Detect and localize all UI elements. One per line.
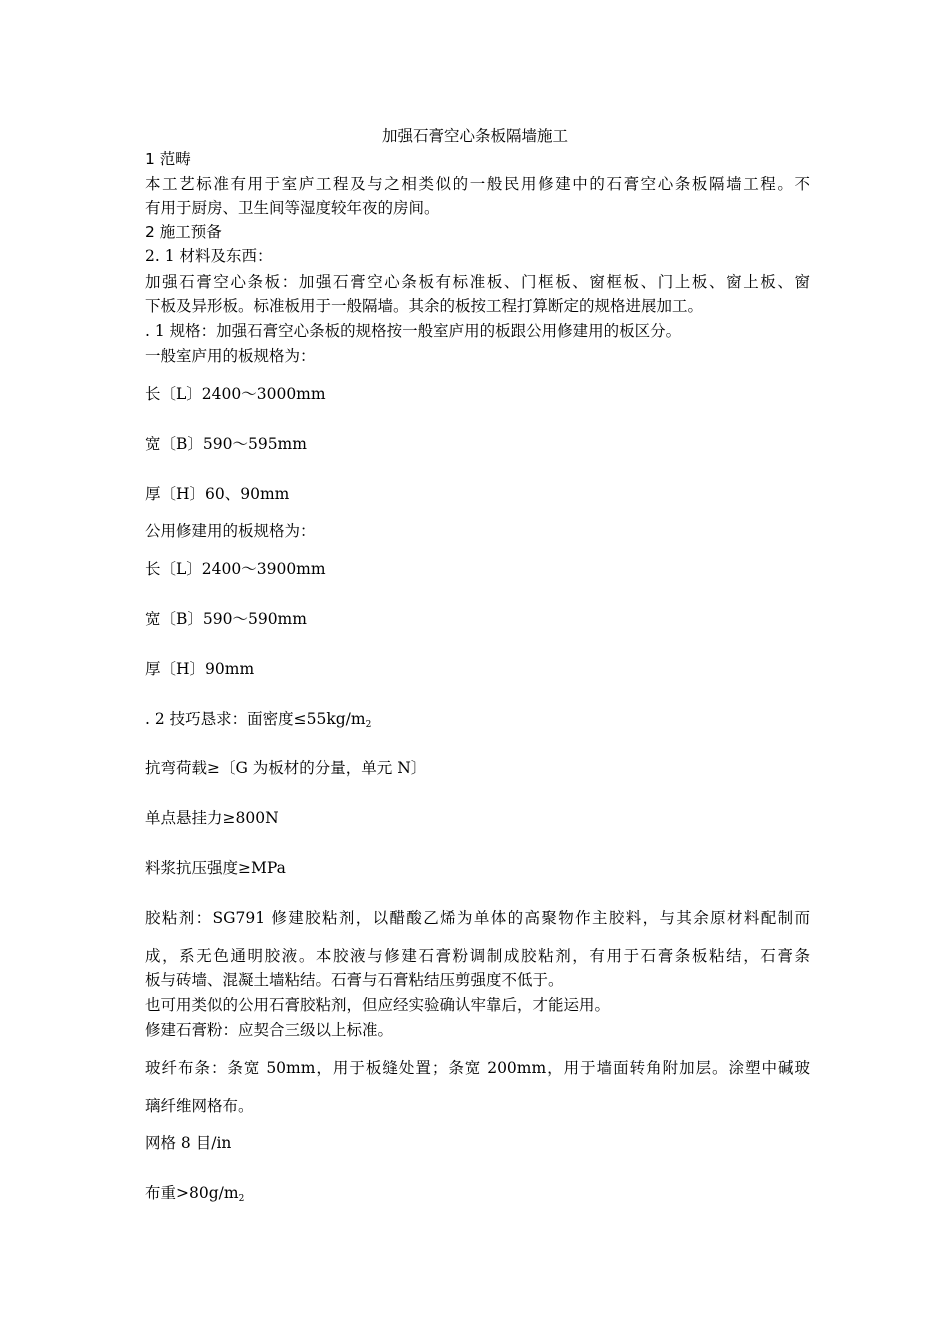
cloth-weight bbox=[145, 1183, 810, 1206]
technical-requirement-subscript: 2 bbox=[365, 720, 372, 730]
residential-width: 宽〔B〕590～595mm bbox=[145, 435, 307, 453]
section-1-text-line-2: 有用于厨房、卫生间等湿度较年夜的房间。 bbox=[145, 199, 440, 217]
fiber-strip-line-2: 璃纤维网格布。 bbox=[145, 1097, 254, 1115]
bending-load: 抗弯荷载≥〔G 为板材的分量，单元 N〕 bbox=[145, 759, 427, 777]
adhesive-line-1: 胶粘剂：SG791 修建胶粘剂，以醋酸乙烯为单体的高聚物作主胶料，与其余原材料配制而 bbox=[145, 909, 810, 927]
residential-thickness: 厚〔H〕60、90mm bbox=[145, 485, 290, 503]
public-intro: 公用修建用的板规格为： bbox=[145, 522, 316, 540]
compressive-strength: 料浆抗压强度≥MPa bbox=[145, 859, 286, 877]
fiber-strip-line-1: 玻纤布条：条宽 50mm，用于板缝处置；条宽 200mm，用于墙面转角附加层。涂塑中碱玻 bbox=[145, 1059, 810, 1077]
public-length: 长〔L〕2400～3900mm bbox=[145, 560, 326, 578]
public-width: 宽〔B〕590～590mm bbox=[145, 610, 307, 628]
section-1-heading: 1 范畴 bbox=[145, 150, 191, 168]
adhesive-line-3: 板与砖墙、混凝土墙粘结。石膏与石膏粘结压剪强度不低于。 bbox=[145, 971, 564, 989]
residential-intro: 一般室庐用的板规格为： bbox=[145, 347, 316, 365]
plaster-powder: 修建石膏粉：应契合三级以上标准。 bbox=[145, 1021, 394, 1039]
public-thickness: 厚〔H〕90mm bbox=[145, 660, 255, 678]
spec-intro: . 1 规格：加强石膏空心条板的规格按一般室庐用的板跟公用修建用的板区分。 bbox=[145, 322, 682, 340]
document-title: 加强石膏空心条板隔墙施工 bbox=[381, 127, 568, 145]
section-2-heading: 2 施工预备 bbox=[145, 223, 222, 241]
materials-line-1: 加强石膏空心条板：加强石膏空心条板有标准板、门框板、窗框板、门上板、窗上板、窗 bbox=[145, 273, 810, 291]
cloth-weight-subscript: 2 bbox=[238, 1194, 245, 1204]
adhesive-line-2: 成，系无色通明胶液。本胶液与修建石膏粉调制成胶粘剂，有用于石膏条板粘结，石膏条 bbox=[145, 947, 810, 965]
materials-line-2: 下板及异形板。标准板用于一般隔墙。其余的板按工程打算断定的规格进展加工。 bbox=[145, 297, 704, 315]
point-load: 单点悬挂力≥800N bbox=[145, 809, 279, 827]
technical-requirement-text: . 2 技巧恳求：面密度≤55kg/m bbox=[145, 710, 366, 728]
residential-length: 长〔L〕2400～3000mm bbox=[145, 385, 326, 403]
alternative-adhesive: 也可用类似的公用石膏胶粘剂，但应经实验确认牢靠后，才能运用。 bbox=[145, 996, 611, 1014]
technical-requirement bbox=[145, 709, 810, 732]
section-1-text-line-1: 本工艺标准有用于室庐工程及与之相类似的一般民用修建中的石膏空心条板隔墙工程。不 bbox=[145, 175, 810, 193]
mesh-spec: 网格 8 目/in bbox=[145, 1134, 232, 1152]
subsection-2-1-heading: 2. 1 材料及东西： bbox=[145, 247, 273, 265]
cloth-weight-text: 布重>80g/m bbox=[145, 1184, 239, 1202]
